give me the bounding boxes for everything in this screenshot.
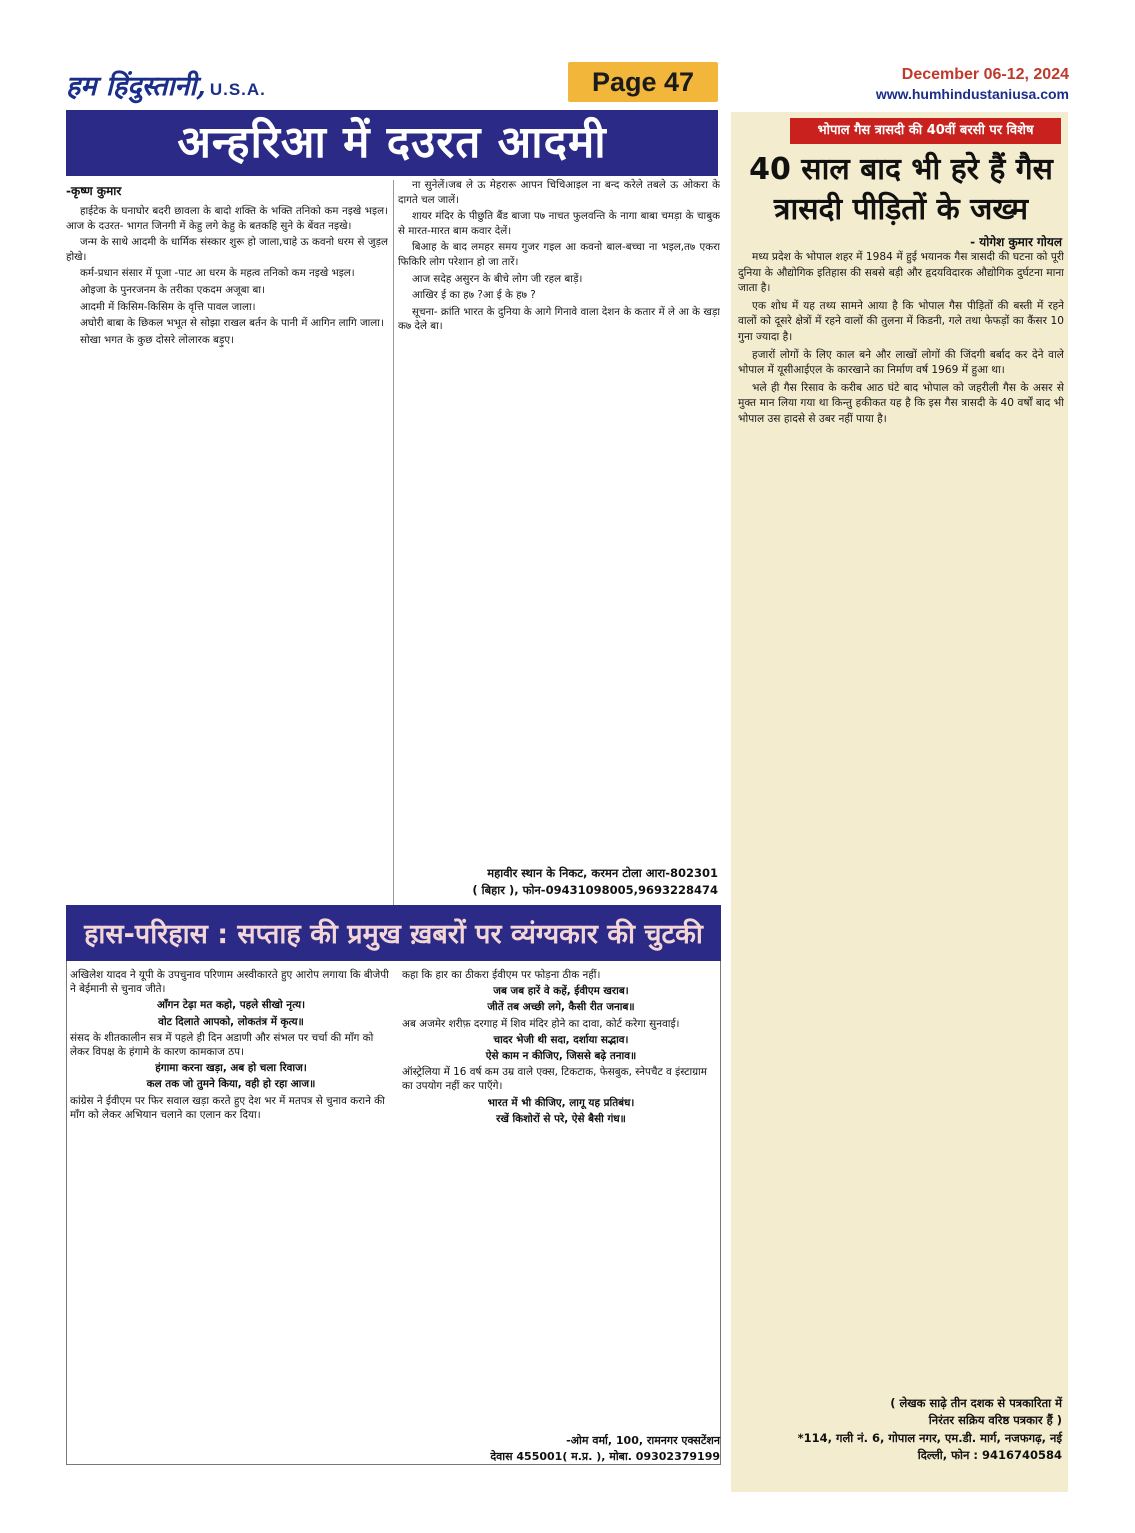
left-article-address: महावीर स्थान के निकट, करमन टोला आरा-802301 <box>487 866 718 880</box>
satire-verse-line: वोट दिलाते आपको, लोकतंत्र में कृत्य॥ <box>158 1015 304 1028</box>
paragraph: हाईटेक के घनाघोर बदरी छावला के बादो शक्ति के भक्ति तनिको कम नइखे भइल।आज के दउरत- भागत जिनगी में केहु लगे केहु के बतकहि सुने के बेंवत नइखे। <box>66 205 388 232</box>
paragraph: अघोरी बाबा के छिकल भभूत से सोझा राखल बर्तन के पानी में आगिन लागि जाला। <box>80 317 384 330</box>
logo-text: हम हिंदुस्तानी, <box>66 71 206 102</box>
satire-verse-line: जब जब हारें वे कहें, ईवीएम खराब। <box>493 985 629 998</box>
right-article-byline: - योगेश कुमार गोयल <box>970 235 1062 249</box>
paragraph: आखिर ई का ह७ ?आ ई के ह७ ? <box>412 289 536 302</box>
page-number-badge: Page 47 <box>568 62 718 102</box>
satire-headline: हास-परिहास : सप्ताह की प्रमुख ख़बरों पर व्यंग्यकार की चुटकी <box>84 919 703 950</box>
satire-contact: देवास 455001( म.प्र. ), मोबा. 09302379199 <box>490 1450 720 1463</box>
paragraph: हजारों लोगों के लिए काल बने और लाखों लोगों की जिंदगी बर्बाद कर देने वाले भोपाल में यूसीआईएल के कारखाने का निर्माण वर्ष 1969 में हुआ था। <box>738 348 1064 377</box>
left-article-headline: अन्हरिआ में दउरत आदमी <box>66 110 718 176</box>
logo-suffix: U.S.A. <box>209 80 266 99</box>
paragraph: ओइजा के पुनरजनम के तरीका एकदम अजूबा बा। <box>80 283 265 296</box>
satire-news-item: अखिलेश यादव ने यूपी के उपचुनाव परिणाम अस्वीकारते हुए आरोप लगाया कि बीजेपी ने बेईमानी से चुनाव जीते। <box>70 969 389 996</box>
satire-news-item: संसद के शीतकालीन सत्र में पहले ही दिन अडाणी और संभल पर चर्चा की माँग को लेकर विपक्ष के हंगामे के कारण कामकाज ठप। <box>70 1031 374 1059</box>
right-article-banner: भोपाल गैस त्रासदी की 40वीं बरसी पर विशेष <box>790 118 1061 144</box>
satire-news-item: ऑस्ट्रेलिया में 16 वर्ष कम उम्र वाले एक्स, टिकटाक, फेसबुक, स्नेपचैट व इंस्टाग्राम का उपयोग नहीं कर पाएँगे। <box>402 1066 707 1093</box>
issue-date: December 06-12, 2024 <box>901 66 1069 83</box>
paragraph: एक शोध में यह तथ्य सामने आया है कि भोपाल गैस पीड़ितों की बस्ती में रहने वालों को दूसरे क्षेत्रों में रहने वालों की तुलना में किडनी, गले तथा फेफड़ों का कैंसर 10 गुना ज्यादा है। <box>738 299 1064 343</box>
masthead-logo <box>66 66 266 103</box>
website-url[interactable]: www.humhindustaniusa.com <box>875 86 1069 102</box>
right-headline-line-2: त्रासदी पीड़ितों के जख्म <box>773 192 1029 227</box>
satire-verse-line: कल तक जो तुमने किया, वही हो रहा आज॥ <box>146 1078 316 1091</box>
satire-news-item: अब अजमेर शरीफ़ दरगाह में शिव मंदिर होने का दावा, कोर्ट करेगा सुनवाई। <box>402 1017 680 1030</box>
paragraph: आदमी में किसिम-किसिम के वृत्ति पावल जाला। <box>80 300 256 313</box>
satire-column-right <box>402 968 720 1434</box>
paragraph: सोखा भगत के कुछ दोसरे लोलारक बड़ुए। <box>80 333 235 346</box>
left-article-column-1 <box>66 204 388 972</box>
paragraph: शायर मंदिर के पीछुति बैंड बाजा प७ नाचत फुलवन्ति के नागा बाबा चमड़ा के चाबुक से मारत-मारत बाम कवार देलें। <box>398 210 720 237</box>
satire-verse-line: जीतें तब अच्छी लगे, कैसी रीत जनाब॥ <box>487 1001 635 1014</box>
satire-news-item: कहा कि हार का ठीकरा ईवीएम पर फोड़ना ठीक नहीं। <box>402 969 601 981</box>
right-article-phone: दिल्ली, फोन : 9416740584 <box>917 1448 1062 1462</box>
issue-info <box>876 66 1069 102</box>
satire-verse-line: चादर भेजी थी सदा, दर्शाया सद्भाव। <box>493 1033 629 1046</box>
paragraph: भले ही गैस रिसाव के करीब आठ घंटे बाद भोपाल को जहरीली गैस के असर से मुक्त मान लिया गया था किन्तु हकीकत यह है कि इस गैस त्रासदी के 40 वर्षों बाद भी भोपाल उस हादसे से उबर नहीं पाया है। <box>738 381 1064 425</box>
satire-verse-line: हंगामा करना खड़ा, अब हो चला रिवाज। <box>155 1062 307 1075</box>
right-headline-line-1: 40 साल बाद भी हरे हैं गैस <box>749 152 1053 187</box>
paragraph: कर्म-प्रधान संसार में पूजा -पाट आ धरम के महत्व तनिको कम नइखे भइल। <box>80 267 355 280</box>
satire-verse-line: आँगन टेढ़ा मत कहो, पहले सीखो नृत्य। <box>156 999 306 1012</box>
masthead <box>0 0 1135 108</box>
paragraph: जन्म के साथे आदमी के धार्मिक संस्कार शुरू हो जाला,चाहे ऊ कवनो धरम से जुड़ल होखे। <box>66 236 388 263</box>
right-article-author-note-1: ( लेखक साढ़े तीन दशक से पत्रकारिता में <box>890 1396 1062 1410</box>
left-article-contact: ( बिहार ), फोन-09431098005,9693228474 <box>472 883 718 897</box>
satire-verse-line: भारत में भी कीजिए, लागू यह प्रतिबंध। <box>487 1096 635 1109</box>
satire-news-item: कांग्रेस ने ईवीएम पर फिर सवाल खड़ा करते हुए देश भर में मतपत्र से चुनाव कराने की माँग को लेकर अभियान चलाने का एलान कर दिया। <box>70 1094 385 1121</box>
right-article-address: *114, गली नं. 6, गोपाल नगर, एम.डी. मार्ग, नजफगढ़, नई <box>797 1431 1062 1445</box>
right-article-body <box>738 250 1064 1465</box>
column-divider <box>393 180 394 910</box>
left-article-column-2 <box>398 178 720 866</box>
left-article-byline: -कृष्ण कुमार <box>66 184 122 198</box>
paragraph: बिआह के बाद लमहर समय गुजर गइल आ कवनो बाल-बच्चा ना भइल,त७ एकरा फिकिरि लोग परेशान हो जा तारें। <box>398 241 720 268</box>
paragraph: आज सदेह असुरन के बीचे लोग जी रहल बाड़ें। <box>412 272 583 285</box>
satire-verse-line: रखें किशोरों से परे, ऐसे बैसी गंध॥ <box>496 1112 626 1125</box>
paragraph: सूचना- क्रांति भारत के दुनिया के आगे गिनावे वाला देशन के कतार में ले आ के खड़ा क७ देले बा। <box>398 305 720 333</box>
paragraph: मध्य प्रदेश के भोपाल शहर में 1984 में हुई भयानक गैस त्रासदी की घटना को पूरी दुनिया के औद्योगिक इतिहास की सबसे बड़ी और हृदयविदारक औद्योगिक दुर्घटना माना जाता है। <box>738 251 1064 295</box>
paragraph: ना सुनेलें।जब ले ऊ मेहरारू आपन चिचिआइल ना बन्द करेले तबले ऊ ओकरा के दागते चल जालें। <box>398 179 720 206</box>
satire-column-left <box>70 968 392 1434</box>
satire-author: -ओम वर्मा, 100, रामनगर एक्सटेंशन <box>566 1434 720 1447</box>
right-article-author-note-2: निरंतर सक्रिय वरिष्ठ पत्रकार हैं ) <box>928 1413 1062 1427</box>
right-article-headline <box>738 150 1064 230</box>
satire-verse-line: ऐसे काम न कीजिए, जिससे बढ़े तनाव॥ <box>485 1050 637 1063</box>
